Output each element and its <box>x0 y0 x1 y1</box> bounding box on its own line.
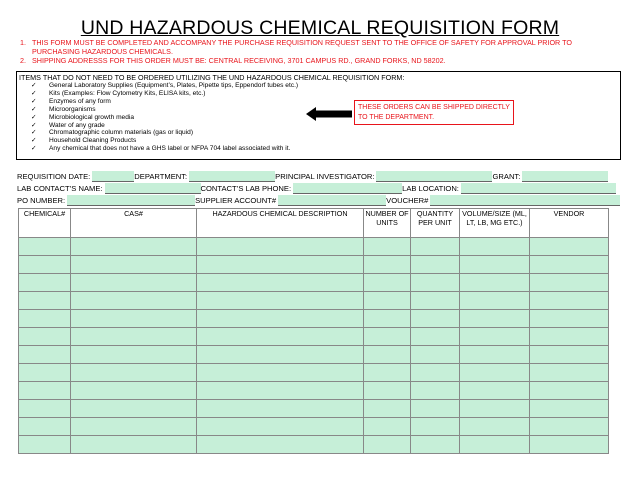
table-cell[interactable] <box>460 238 530 256</box>
table-cell[interactable] <box>197 364 364 382</box>
instruction-text: PURCHASING HAZARDOUS CHEMICALS. <box>32 47 173 57</box>
table-cell[interactable] <box>460 328 530 346</box>
lab-location-field[interactable] <box>461 183 616 194</box>
table-cell[interactable] <box>460 418 530 436</box>
column-header-description: HAZARDOUS CHEMICAL DESCRIPTION <box>197 209 364 238</box>
column-header-quantity-per-unit: QUANTITY PER UNIT <box>411 209 460 238</box>
form-row-contact <box>17 182 616 194</box>
table-cell[interactable] <box>411 400 460 418</box>
table-row <box>19 436 609 454</box>
table-cell[interactable] <box>364 418 411 436</box>
table-cell[interactable] <box>530 418 609 436</box>
column-header-vendor: VENDOR <box>530 209 609 238</box>
direct-shipping-note: THESE ORDERS CAN BE SHIPPED DIRECTLY TO THE DEPARTMENT. <box>354 100 514 125</box>
table-cell[interactable] <box>71 274 197 292</box>
table-body <box>19 238 609 454</box>
table-cell[interactable] <box>530 310 609 328</box>
table-cell[interactable] <box>460 256 530 274</box>
table-row <box>19 328 609 346</box>
exclusions-box <box>16 71 621 160</box>
table-cell[interactable] <box>364 256 411 274</box>
contact-lab-phone-field[interactable] <box>293 183 402 194</box>
supplier-account-label: SUPPLIER ACCOUNT# <box>195 196 277 205</box>
table-cell[interactable] <box>19 382 71 400</box>
instruction-2 <box>20 56 620 65</box>
form-row-purchase <box>17 194 620 206</box>
checkmark-icon: ✓ <box>31 82 37 89</box>
table-row <box>19 364 609 382</box>
lab-contact-name-label: LAB CONTACT’S NAME: <box>17 184 103 193</box>
table-cell[interactable] <box>364 274 411 292</box>
instruction-number: 1. <box>20 38 26 47</box>
table-cell[interactable] <box>71 328 197 346</box>
table-cell[interactable] <box>19 292 71 310</box>
list-item: ✓ Enzymes of any form <box>31 97 111 105</box>
column-header-cas: CAS# <box>71 209 197 238</box>
table-cell[interactable] <box>530 274 609 292</box>
checkmark-icon: ✓ <box>31 137 37 145</box>
voucher-label: VOUCHER# <box>386 196 429 205</box>
table-cell[interactable] <box>530 346 609 364</box>
table-cell[interactable] <box>364 382 411 400</box>
table-row <box>19 292 609 310</box>
table-cell[interactable] <box>197 292 364 310</box>
table-cell[interactable] <box>71 238 197 256</box>
exclusions-heading: ITEMS THAT DO NOT NEED TO BE ORDERED UTILIZING THE UND HAZARDOUS CHEMICAL REQUISITION FORM: <box>19 73 405 82</box>
instruction-text: SHIPPING ADDRESSS FOR THIS ORDER MUST BE: CENTRAL RECEIVING, 3701 CAMPUS RD., GRAND FORKS, ND 58202. <box>32 56 446 66</box>
table-cell[interactable] <box>460 310 530 328</box>
table-cell[interactable] <box>364 400 411 418</box>
table-cell[interactable] <box>364 238 411 256</box>
table-row <box>19 274 609 292</box>
list-item: ✓ Water of any grade <box>31 121 105 129</box>
table-cell[interactable] <box>19 238 71 256</box>
table-cell[interactable] <box>411 256 460 274</box>
checkmark-icon: ✓ <box>31 97 37 105</box>
table-cell[interactable] <box>364 346 411 364</box>
table-row <box>19 256 609 274</box>
table-cell[interactable] <box>364 292 411 310</box>
instruction-1 <box>20 38 620 47</box>
table-cell[interactable] <box>411 310 460 328</box>
table-cell[interactable] <box>530 364 609 382</box>
instructions <box>20 38 620 66</box>
table-cell[interactable] <box>364 328 411 346</box>
table-row <box>19 346 609 364</box>
contact-lab-phone-label: CONTACT’S LAB PHONE: <box>200 184 292 193</box>
instruction-number: 2. <box>20 56 26 66</box>
grant-label: GRANT: <box>492 172 521 181</box>
lab-contact-name-field[interactable] <box>105 183 201 194</box>
table-cell[interactable] <box>197 346 364 364</box>
list-item: ✓ Household Cleaning Products <box>31 137 137 145</box>
table-cell[interactable] <box>19 256 71 274</box>
table-cell[interactable] <box>460 364 530 382</box>
table-cell[interactable] <box>411 238 460 256</box>
instruction-text: THIS FORM MUST BE COMPLETED AND ACCOMPANY THE PURCHASE REQUISITION REQUEST SENT TO THE OFFICE OF SAFETY FOR APPROVAL PRIOR TO <box>32 38 572 47</box>
table-cell[interactable] <box>71 364 197 382</box>
table-cell[interactable] <box>19 274 71 292</box>
table-cell[interactable] <box>19 310 71 328</box>
table-cell[interactable] <box>411 346 460 364</box>
grant-field[interactable] <box>522 171 608 182</box>
table-cell[interactable] <box>19 328 71 346</box>
list-item: ✓ General Laboratory Supplies (Equipment’s, Plates, Pipette tips, Eppendorf tubes etc.) <box>31 82 299 89</box>
table-row <box>19 238 609 256</box>
table-cell[interactable] <box>460 346 530 364</box>
list-item: ✓ Microbiological growth media <box>31 113 135 121</box>
table-cell[interactable] <box>19 346 71 364</box>
principal-investigator-field[interactable] <box>376 171 492 182</box>
table-row <box>19 418 609 436</box>
table-cell[interactable] <box>19 436 71 454</box>
table-cell[interactable] <box>197 436 364 454</box>
table-cell[interactable] <box>411 436 460 454</box>
column-header-chemical: CHEMICAL# <box>19 209 71 238</box>
checkmark-icon: ✓ <box>31 121 37 129</box>
voucher-field[interactable] <box>430 195 620 206</box>
table-row <box>19 382 609 400</box>
table-cell[interactable] <box>197 274 364 292</box>
table-cell[interactable] <box>71 310 197 328</box>
list-item: ✓ Kits (Examples: Flow Cytometry Kits, ELISA kits, etc.) <box>31 89 206 97</box>
checkmark-icon: ✓ <box>31 113 37 121</box>
principal-investigator-label: PRINCIPAL INVESTIGATOR: <box>275 172 375 181</box>
table-cell[interactable] <box>71 400 197 418</box>
checkmark-icon: ✓ <box>31 145 37 153</box>
table-cell[interactable] <box>460 400 530 418</box>
table-cell[interactable] <box>530 292 609 310</box>
table-cell[interactable] <box>364 436 411 454</box>
table-cell[interactable] <box>411 274 460 292</box>
department-label: DEPARTMENT: <box>134 172 188 181</box>
table-cell[interactable] <box>530 256 609 274</box>
table-cell[interactable] <box>71 382 197 400</box>
checkmark-icon: ✓ <box>31 89 37 97</box>
table-cell[interactable] <box>460 274 530 292</box>
table-cell[interactable] <box>411 328 460 346</box>
table-cell[interactable] <box>411 382 460 400</box>
table-cell[interactable] <box>411 418 460 436</box>
table-cell[interactable] <box>197 238 364 256</box>
table-cell[interactable] <box>71 256 197 274</box>
table-cell[interactable] <box>411 364 460 382</box>
table-cell[interactable] <box>530 238 609 256</box>
table-cell[interactable] <box>197 382 364 400</box>
table-row <box>19 400 609 418</box>
table-cell[interactable] <box>530 328 609 346</box>
list-item: ✓ Chromatographic column materials (gas or liquid) <box>31 129 194 137</box>
checkmark-icon: ✓ <box>31 129 37 137</box>
table-cell[interactable] <box>530 382 609 400</box>
form-title: UND HAZARDOUS CHEMICAL REQUISITION FORM <box>80 17 560 39</box>
list-item: ✓ Any chemical that does not have a GHS label or NFPA 704 label associated with it. <box>31 145 291 153</box>
table-cell[interactable] <box>364 310 411 328</box>
requisition-date-field[interactable] <box>92 171 134 182</box>
table-cell[interactable] <box>71 436 197 454</box>
table-cell[interactable] <box>197 328 364 346</box>
table-cell[interactable] <box>411 292 460 310</box>
arrow-left-icon <box>306 107 352 121</box>
table-cell[interactable] <box>19 364 71 382</box>
table-cell[interactable] <box>71 292 197 310</box>
table-cell[interactable] <box>197 256 364 274</box>
checkmark-icon: ✓ <box>31 105 37 113</box>
table-cell[interactable] <box>197 310 364 328</box>
exclusions-list <box>31 82 298 153</box>
table-header-row <box>19 209 609 238</box>
form-row-requisition <box>17 170 608 182</box>
table-cell[interactable] <box>530 436 609 454</box>
table-cell[interactable] <box>364 364 411 382</box>
table-cell[interactable] <box>197 418 364 436</box>
table-cell[interactable] <box>71 418 197 436</box>
po-number-field[interactable] <box>67 195 195 206</box>
list-item: ✓ Microorganisms <box>31 105 96 113</box>
po-number-label: PO NUMBER: <box>17 196 66 205</box>
column-header-number-of-units: NUMBER OF UNITS <box>364 209 411 238</box>
table-row <box>19 310 609 328</box>
table-cell[interactable] <box>530 400 609 418</box>
requisition-date-label: REQUISITION DATE: <box>17 172 91 181</box>
table-cell[interactable] <box>460 292 530 310</box>
table-cell[interactable] <box>460 382 530 400</box>
supplier-account-field[interactable] <box>278 195 386 206</box>
column-header-volume-size: VOLUME/SIZE (ML, LT, LB, MG ETC.) <box>460 209 530 238</box>
lab-location-label: LAB LOCATION: <box>402 184 459 193</box>
chemical-table <box>18 208 609 454</box>
table-cell[interactable] <box>460 436 530 454</box>
department-field[interactable] <box>189 171 275 182</box>
table-cell[interactable] <box>19 418 71 436</box>
instruction-1-continued <box>20 47 620 56</box>
table-cell[interactable] <box>19 400 71 418</box>
table-cell[interactable] <box>71 346 197 364</box>
table-cell[interactable] <box>197 400 364 418</box>
